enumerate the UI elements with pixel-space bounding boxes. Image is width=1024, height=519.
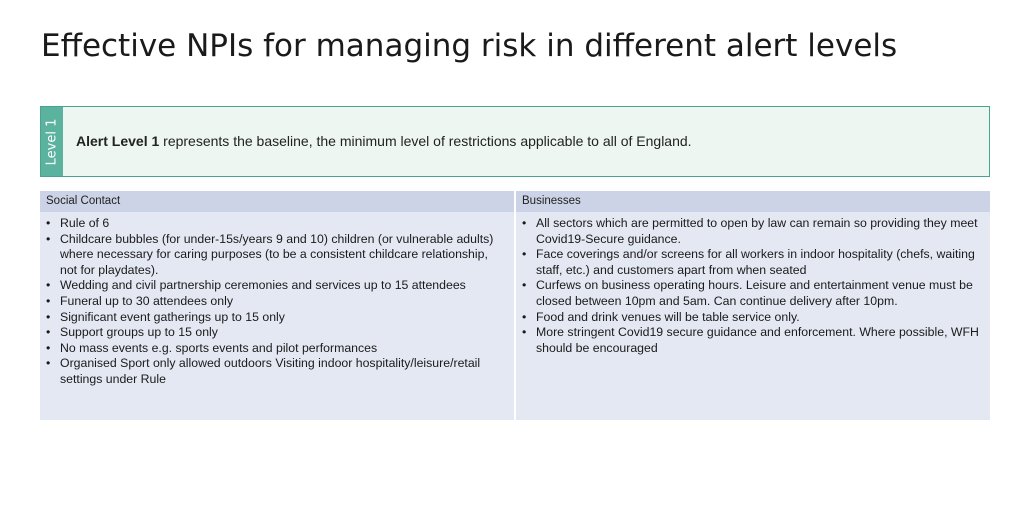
list-item: • All sectors which are permitted to open by law can remain so providing they meet Covid19-Secure guidance. <box>522 216 982 247</box>
list-item: • Face coverings and/or screens for all workers in indoor hospitality (chefs, waiting staff, etc.) and customers apart from when seated <box>522 247 982 278</box>
businesses-list <box>516 212 990 356</box>
list-item: • More stringent Covid19 secure guidance and enforcement. Where possible, WFH should be encouraged <box>522 325 982 356</box>
list-item: • Food and drink venues will be table service only. <box>522 310 982 326</box>
social-contact-column <box>40 191 514 420</box>
list-item: • Childcare bubbles (for under-15s/years 9 and 10) children (or vulnerable adults) where necessary for caring purposes (to be a consistent childcare relationship, not for playdates). <box>46 232 506 279</box>
banner-body-text: represents the baseline, the minimum level of restrictions applicable to all of England. <box>159 133 692 149</box>
list-item: • Curfews on business operating hours. Leisure and entertainment venue must be closed between 10pm and 5am. Can continue delivery after 10pm. <box>522 278 982 309</box>
banner-bold-text: Alert Level 1 <box>76 133 160 149</box>
banner-text <box>76 133 692 149</box>
level-tab-label: Level 1 <box>44 118 60 165</box>
businesses-header: Businesses <box>516 191 990 212</box>
restrictions-table <box>40 191 990 420</box>
alert-level-banner <box>40 106 990 177</box>
page-title: Effective NPIs for managing risk in different alert levels <box>41 28 898 64</box>
social-contact-header: Social Contact <box>40 191 514 212</box>
list-item: • Funeral up to 30 attendees only <box>46 294 506 310</box>
social-contact-list <box>40 212 514 388</box>
list-item: • Wedding and civil partnership ceremonies and services up to 15 attendees <box>46 278 506 294</box>
list-item: • No mass events e.g. sports events and pilot performances <box>46 341 506 357</box>
list-item: • Rule of 6 <box>46 216 506 232</box>
list-item: • Support groups up to 15 only <box>46 325 506 341</box>
level-tab <box>41 107 63 176</box>
list-item: • Significant event gatherings up to 15 only <box>46 310 506 326</box>
businesses-column <box>516 191 990 420</box>
list-item: • Organised Sport only allowed outdoors Visiting indoor hospitality/leisure/retail settings under Rule <box>46 356 506 387</box>
